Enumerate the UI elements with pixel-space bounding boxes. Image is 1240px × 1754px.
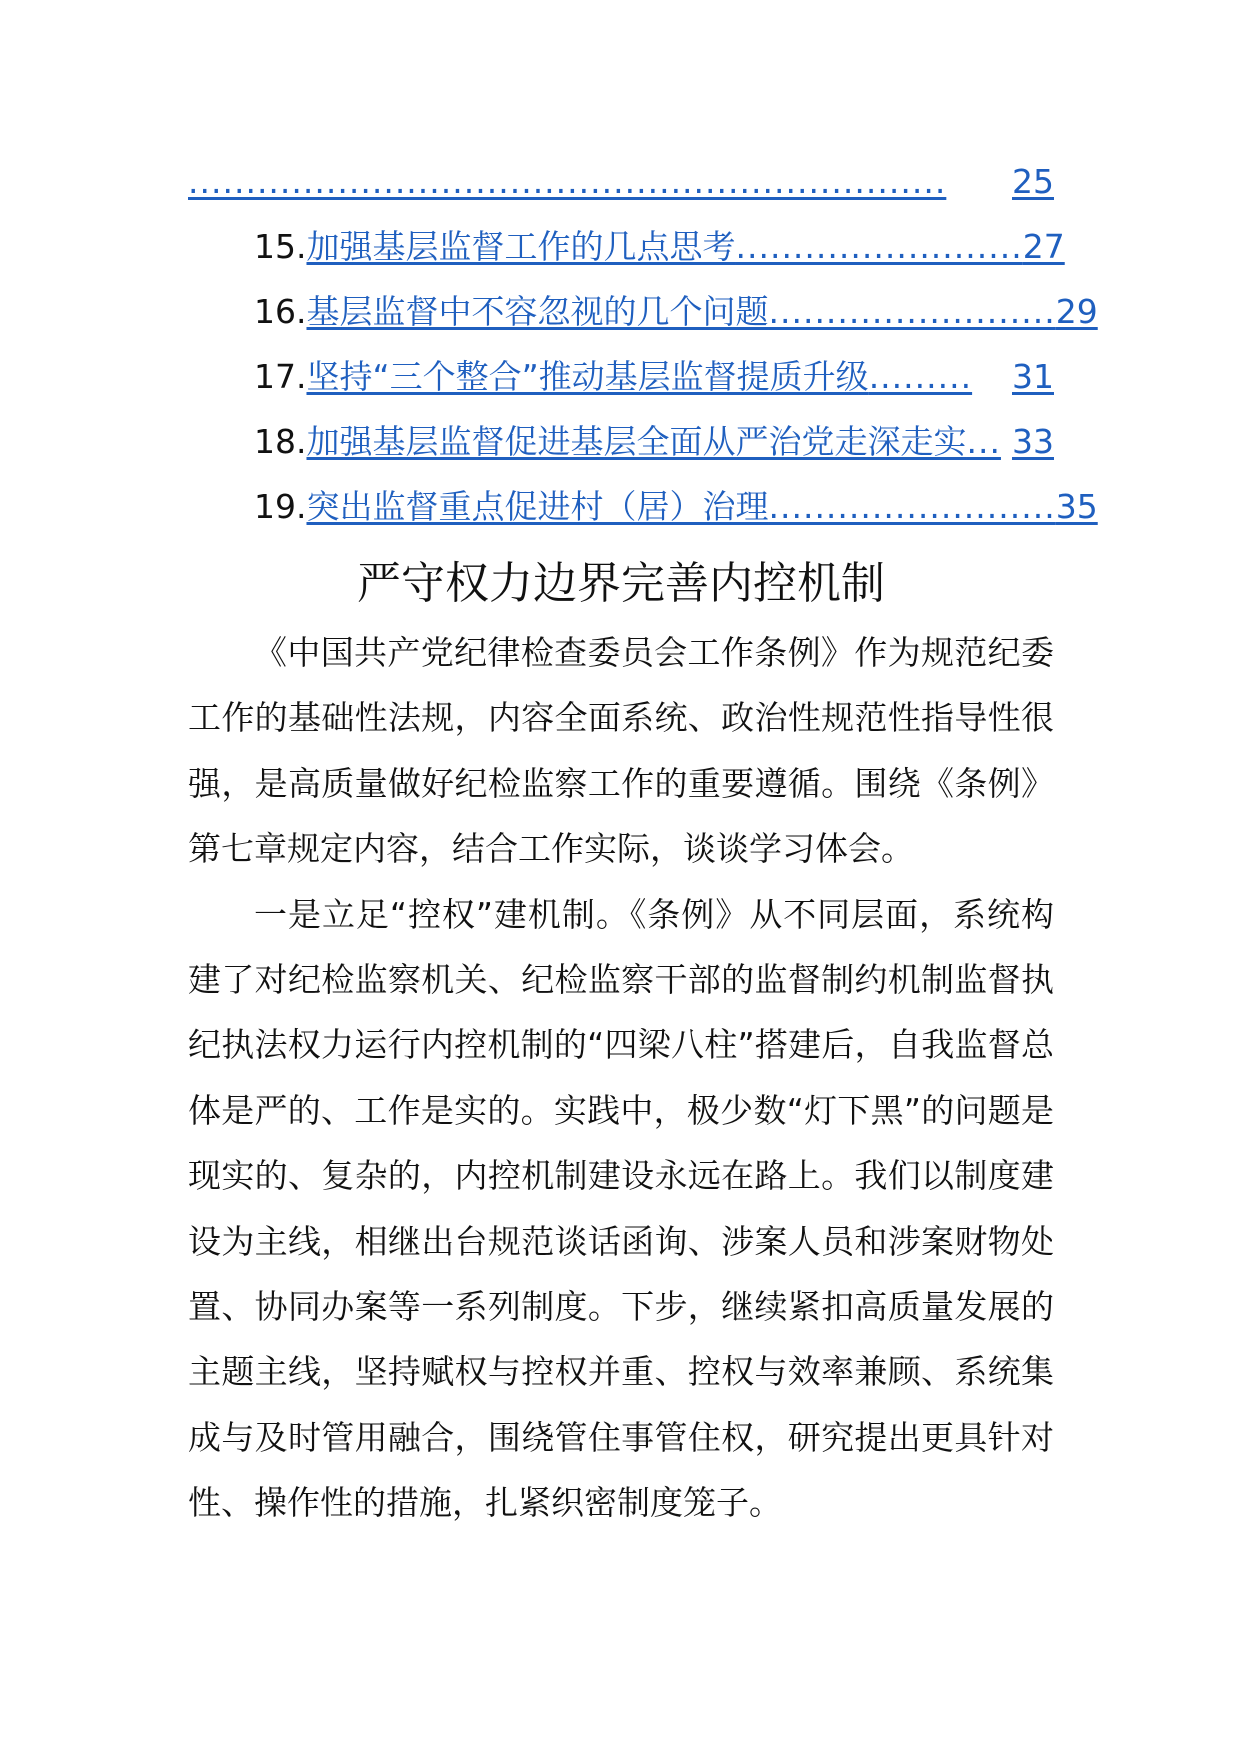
toc-entry-number: 16. [254,292,307,331]
table-of-contents [188,158,1098,527]
toc-entry-number: 18. [254,422,307,461]
toc-entry-number: 19. [254,487,307,526]
toc-page-number: 27 [1022,227,1065,266]
toc-leader: ......... [868,357,973,396]
toc-continuation-line[interactable] [188,158,1054,202]
toc-page-number: 33 [1012,422,1054,461]
toc-entry[interactable] [188,397,1054,462]
toc-entry-title: 突出监督重点促进村（居）治理 [306,487,769,526]
toc-entry-link[interactable] [306,422,1054,462]
toc-page-number: 35 [1055,487,1098,526]
toc-entry[interactable] [188,462,1098,527]
toc-entry-link[interactable] [306,357,1054,397]
toc-leader: ... [966,422,1001,461]
toc-continuation-link[interactable] [188,162,1054,202]
toc-entry[interactable] [188,267,1098,332]
article-title: 严守权力边界完善内控机制 [357,558,885,609]
toc-entry-title: 加强基层监督工作的几点思考 [306,227,736,266]
toc-entry[interactable] [188,332,1054,397]
toc-entry-link[interactable] [306,487,1098,527]
toc-page-number: 25 [1012,162,1054,201]
toc-entry-link[interactable] [306,227,1065,267]
toc-page-number: 29 [1055,292,1098,331]
toc-page-number: 31 [1012,357,1054,396]
toc-entry-title: 基层监督中不容忽视的几个问题 [306,292,769,331]
toc-leader: ......................... [735,227,1023,266]
toc-entry-title: 加强基层监督促进基层全面从严治党走深走实 [306,422,967,461]
toc-entry[interactable] [188,202,1065,267]
toc-entry-number: 17. [254,357,307,396]
toc-leader: ......................... [768,487,1056,526]
toc-leader: .................................................................. [188,162,947,201]
toc-leader: ......................... [768,292,1056,331]
toc-entry-title: 坚持“三个整合”推动基层监督提质升级 [306,357,869,396]
toc-entry-number: 15. [254,227,307,266]
article-body [188,620,1054,1536]
body-paragraph: 《中国共产党纪律检查委员会工作条例》作为规范纪委工作的基础性法规，内容全面系统、政治性规范性指导性很强，是高质量做好纪检监察工作的重要遵循。围绕《条例》第七章规定内容，结合工作实际，谈谈学习体会。 [188,633,1054,869]
toc-entry-link[interactable] [306,292,1098,332]
body-paragraph: 一是立足“控权”建机制。《条例》从不同层面，系统构建了对纪检监察机关、纪检监察干部的监督制约机制监督执纪执法权力运行内控机制的“四梁八柱”搭建后，自我监督总体是严的、工作是实的。实践中，极少数“灯下黑”的问题是现实的、复杂的，内控机制建设永远在路上。我们以制度建设为主线，相继出台规范谈话函询、涉案人员和涉案财物处置、协同办案等一系列制度。下步，继续紧扣高质量发展的主题主线，坚持赋权与控权并重、控权与效率兼顾、系统集成与及时管用融合，围绕管住事管住权，研究提出更具针对性、操作性的措施，扎紧织密制度笼子。 [188,894,1054,1523]
